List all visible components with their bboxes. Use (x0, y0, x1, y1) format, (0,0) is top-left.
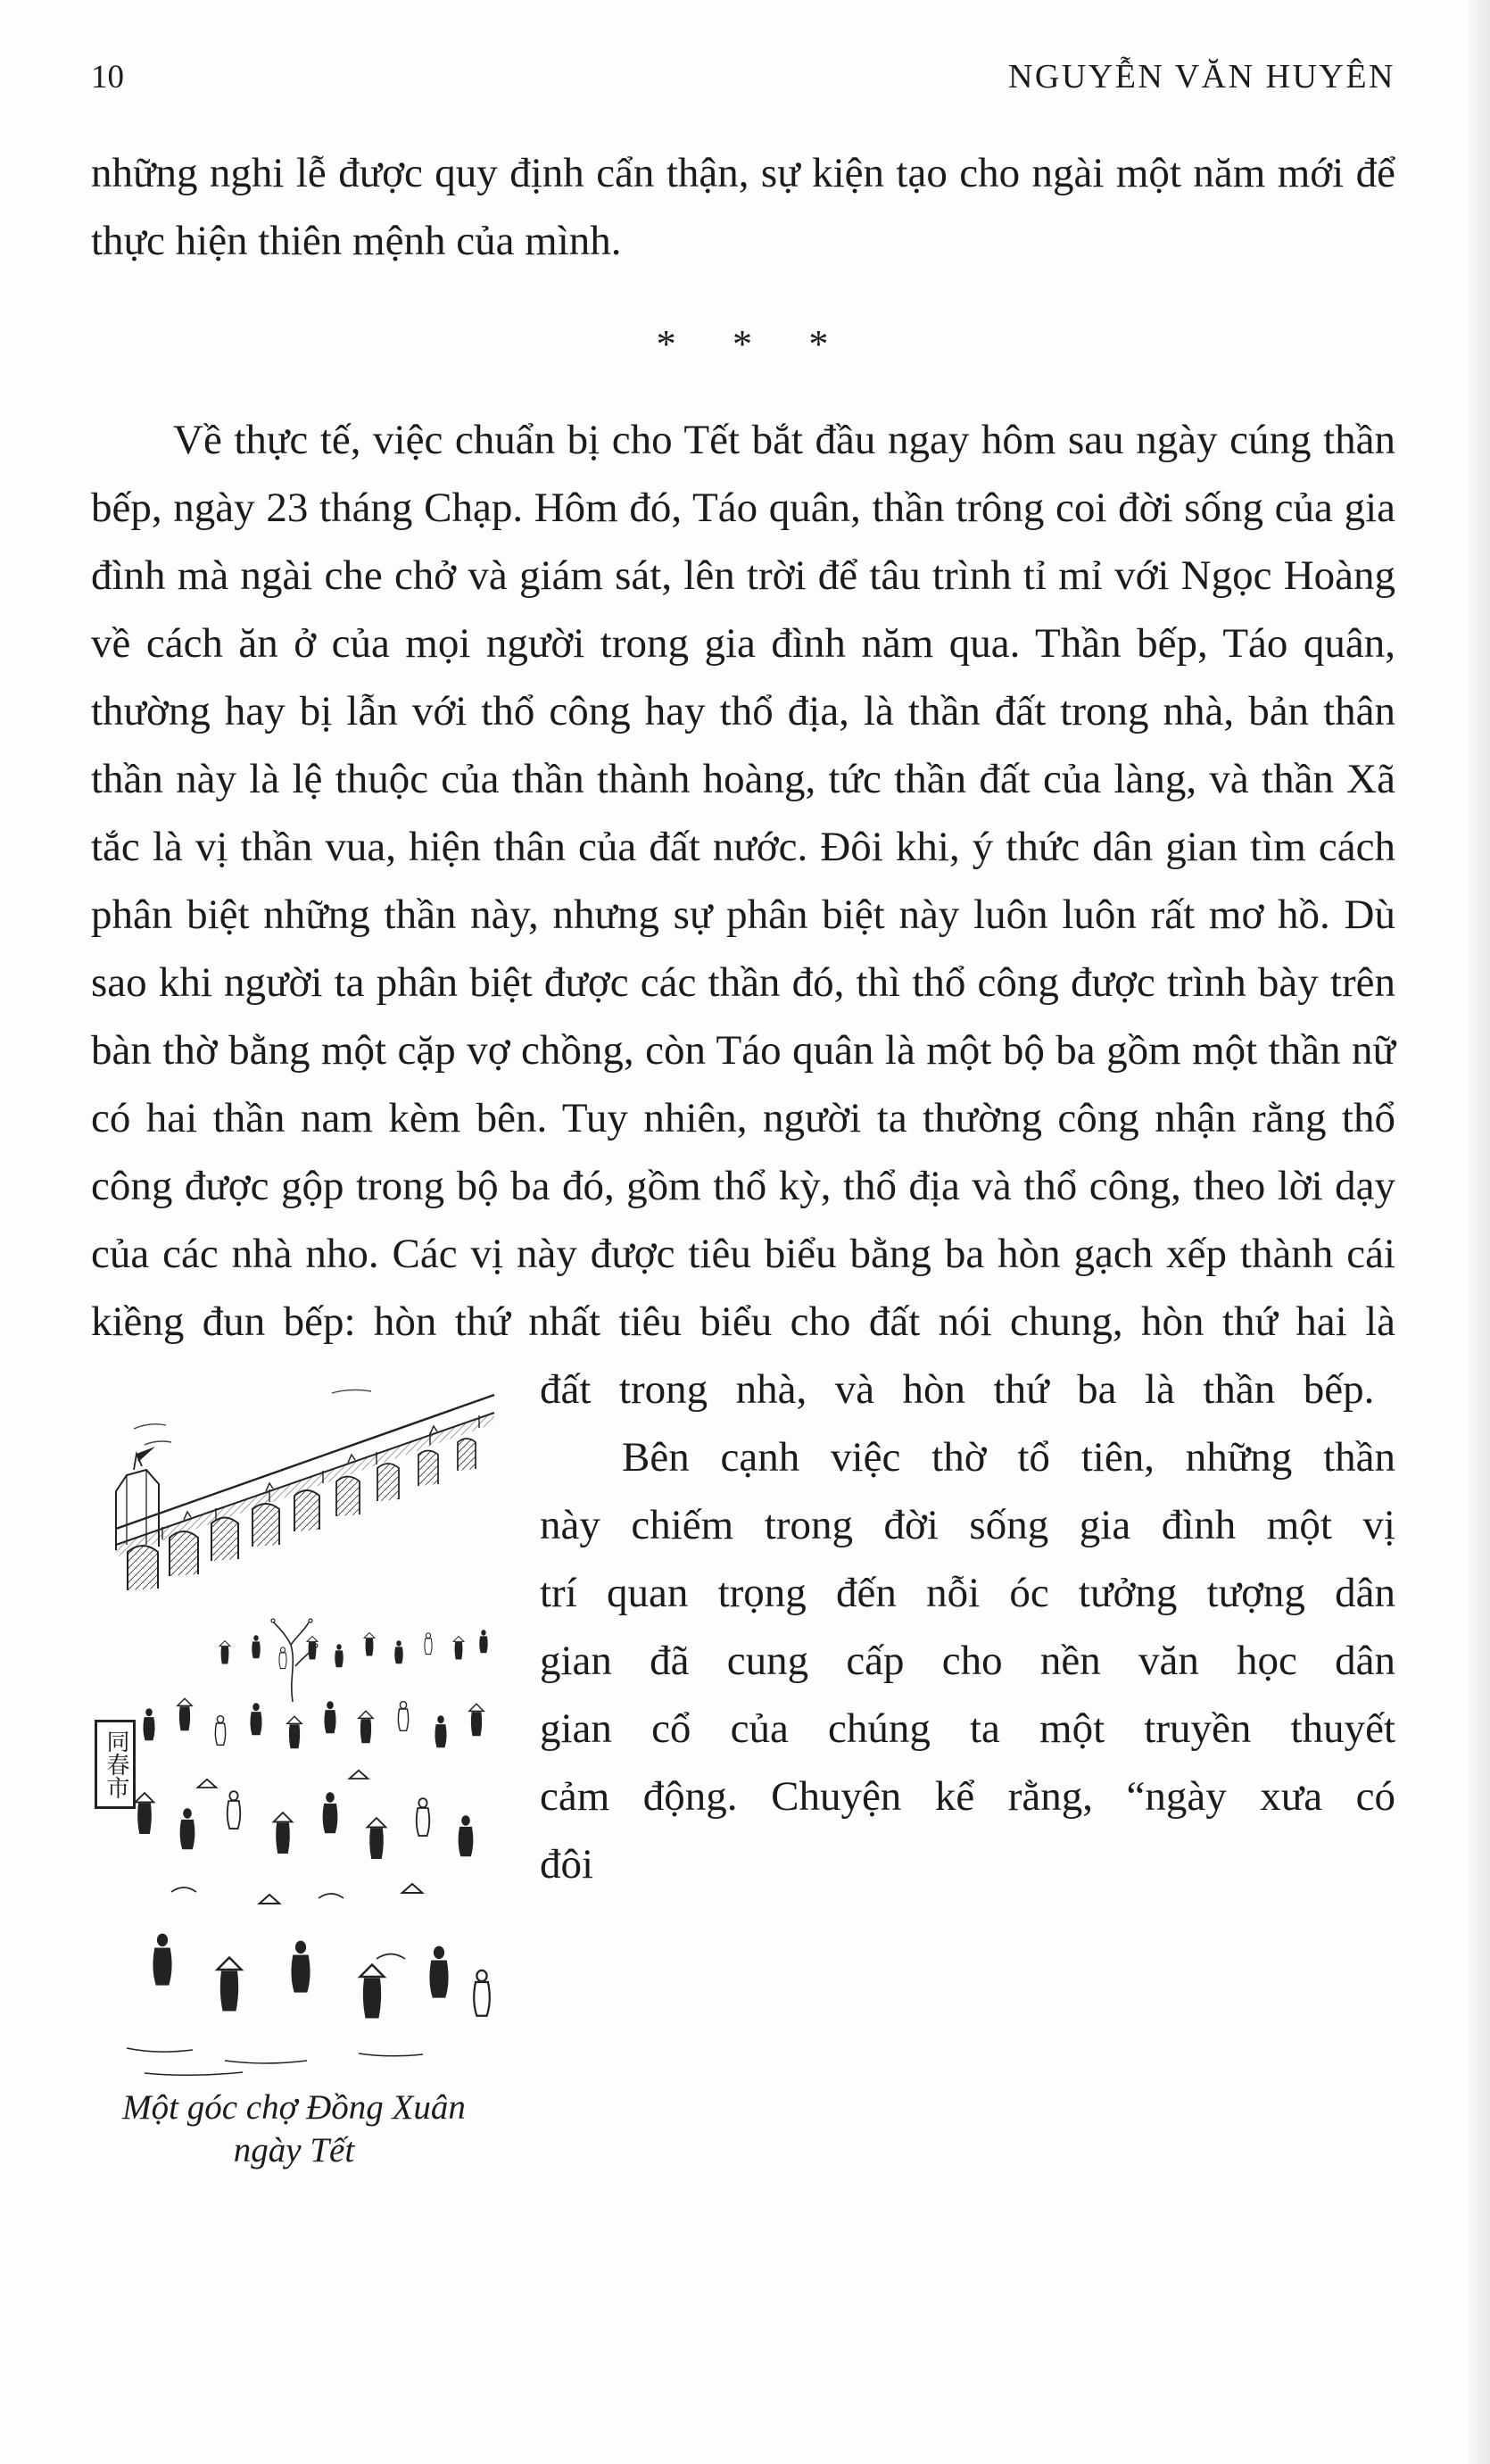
paragraph-side: Bên cạnh việc thờ tổ tiên, những thần này chiếm trong đời sống gia đình một vị trí quan trọng đến nỗi óc tưởng tượng dân gian đã cung cấp cho nền văn học dân gian cổ của chúng ta một truyền thuyết cảm động. Chuyện kể rằng, “ngày xưa có đôi (540, 1433, 1395, 1887)
section-separator: * * * (656, 321, 831, 366)
paragraph-intro: những nghi lễ được quy định cẩn thận, sự kiện tạo cho ngài một năm mới để thực hiện thiên mệnh của mình. (91, 149, 1395, 264)
author-name: NGUYỄN VĂN HUYÊN (1007, 58, 1395, 95)
page-header (91, 57, 1395, 98)
page-number: 10 (91, 59, 124, 95)
paragraph-main-continued: đất trong nhà, và hòn thứ ba là thần bếp. (540, 1365, 1375, 1413)
market-sign-text: 同春市 (95, 1720, 136, 1809)
paragraph-main: Về thực tế, việc chuẩn bị cho Tết bắt đầu ngay hôm sau ngày cúng thần bếp, ngày 23 tháng Chạp. Hôm đó, Táo quân, thần trông coi đời sống của gia đình mà ngài che chở và giám sát, lên trời để tâu trình tỉ mỉ với Ngọc Hoàng về cách ăn ở của mọi người trong gia đình năm qua. Thần bếp, Táo quân, thường hay bị lẫn với thổ công hay thổ địa, là thần đất trong nhà, bản thân thần này là lệ thuộc của thần thành hoàng, tức thần đất của làng, và thần Xã tắc là vị thần vua, hiện thân của đất nước. Đôi khi, ý thức dân gian tìm cách phân biệt những thần này, nhưng sự phân biệt này luôn luôn rất mơ hồ. Dù sao khi người ta phân biệt được các thần đó, thì thổ công được trình bày trên bàn thờ bằng một cặp vợ chồng, còn Táo quân là một bộ ba gồm một thần nữ có hai thần nam kèm bên. Tuy nhiên, người ta thường công nhận rằng thổ công được gộp trong bộ ba đó, gồm thổ kỳ, thổ địa và thổ công, theo lời dạy của các nhà nho. Các vị này được tiêu biểu bằng ba hòn gạch xếp thành cái kiềng đun bếp: hòn thứ nhất tiêu biểu cho đất nói chung, hòn thứ hai là (91, 416, 1395, 1345)
market-illustration (91, 1370, 497, 2079)
figure-caption: Một góc chợ Đồng Xuân ngày Tết (122, 2087, 466, 2170)
market-sketch-svg (91, 1370, 497, 2079)
figure (91, 1370, 497, 2174)
figure-and-text-region (91, 1356, 1395, 2174)
